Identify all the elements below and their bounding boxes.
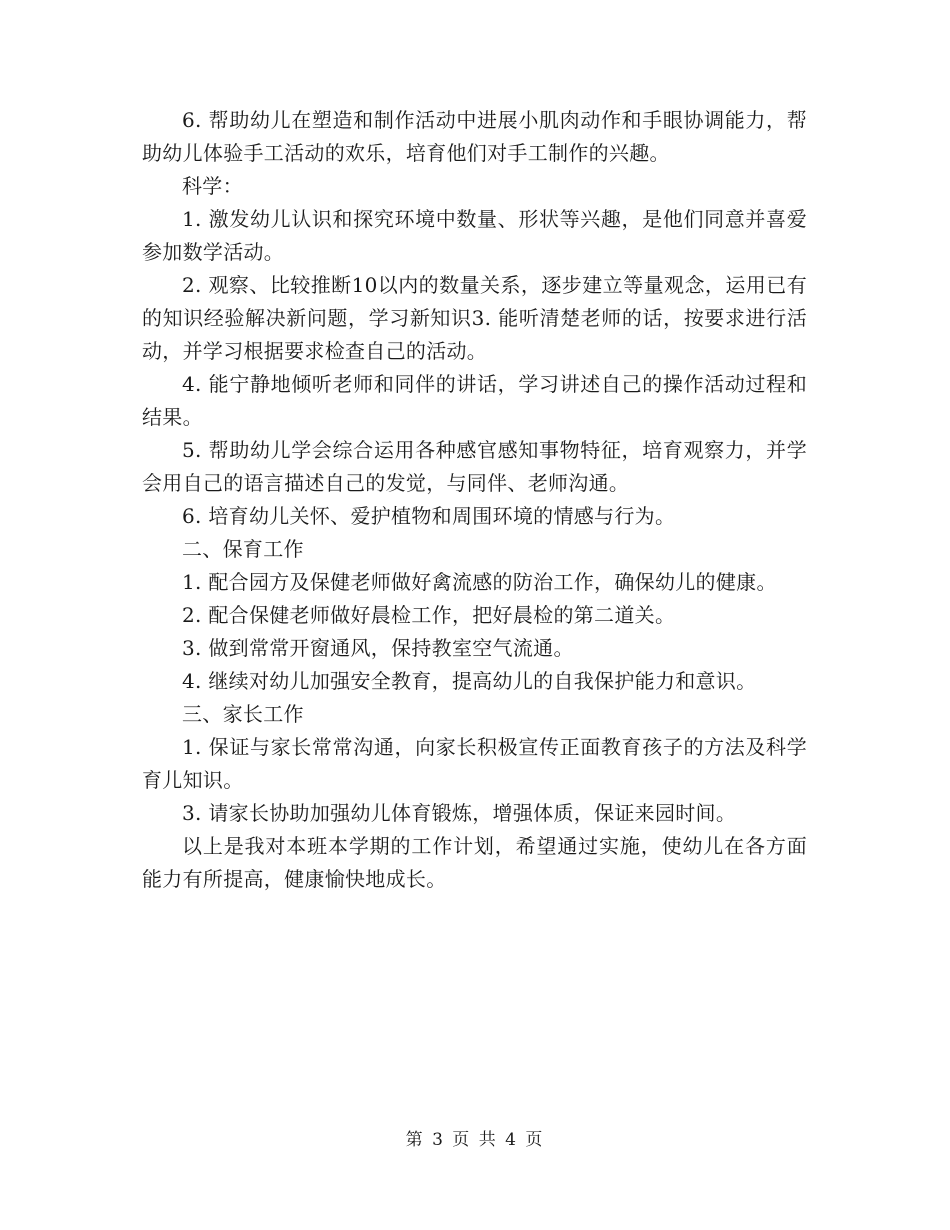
page-number-footer: 第 3 页 共 4 页 — [405, 1130, 545, 1150]
paragraph-art-6: 6. 帮助幼儿在塑造和制作活动中进展小肌肉动作和手眼协调能力，帮助幼儿体验手工活动的欢乐，培育他们对手工制作的兴趣。 — [142, 108, 807, 165]
paragraph-science-4: 4. 能宁静地倾听老师和同伴的讲话，学习讲述自己的操作活动过程和结果。 — [142, 372, 807, 429]
paragraph-parent-1: 1. 保证与家长常常沟通，向家长积极宣传正面教育孩子的方法及科学育儿知识。 — [142, 735, 807, 792]
heading-science: 科学： — [182, 174, 243, 198]
paragraph-science-5: 5. 帮助幼儿学会综合运用各种感官感知事物特征，培育观察力，并学会用自己的语言描述自己的发觉，与同伴、老师沟通。 — [142, 438, 807, 495]
heading-care-work: 二、保育工作 — [182, 537, 304, 561]
paragraph-science-2: 2. 观察、比较推断10以内的数量关系，逐步建立等量观念，运用已有的知识经验解决新问题，学习新知识3. 能听清楚老师的话，按要求进行活动，并学习根据要求检查自己的活动。 — [142, 273, 807, 363]
document-body — [142, 104, 807, 896]
heading-parent-work: 三、家长工作 — [182, 702, 304, 726]
paragraph-science-6: 6. 培育幼儿关怀、爱护植物和周围环境的情感与行为。 — [182, 504, 676, 528]
paragraph-care-1: 1. 配合园方及保健老师做好禽流感的防治工作，确保幼儿的健康。 — [182, 570, 777, 594]
paragraph-care-3: 3. 做到常常开窗通风，保持教室空气流通。 — [182, 636, 574, 660]
paragraph-science-1: 1. 激发幼儿认识和探究环境中数量、形状等兴趣，是他们同意并喜爱参加数学活动。 — [142, 207, 807, 264]
paragraph-conclusion: 以上是我对本班本学期的工作计划，希望通过实施，使幼儿在各方面能力有所提高，健康愉快地成长。 — [142, 834, 807, 891]
paragraph-care-2: 2. 配合保健老师做好晨检工作，把好晨检的第二道关。 — [182, 603, 676, 627]
paragraph-parent-3: 3. 请家长协助加强幼儿体育锻炼，增强体质，保证来园时间。 — [182, 801, 737, 825]
paragraph-care-4: 4. 继续对幼儿加强安全教育，提高幼儿的自我保护能力和意识。 — [182, 669, 757, 693]
